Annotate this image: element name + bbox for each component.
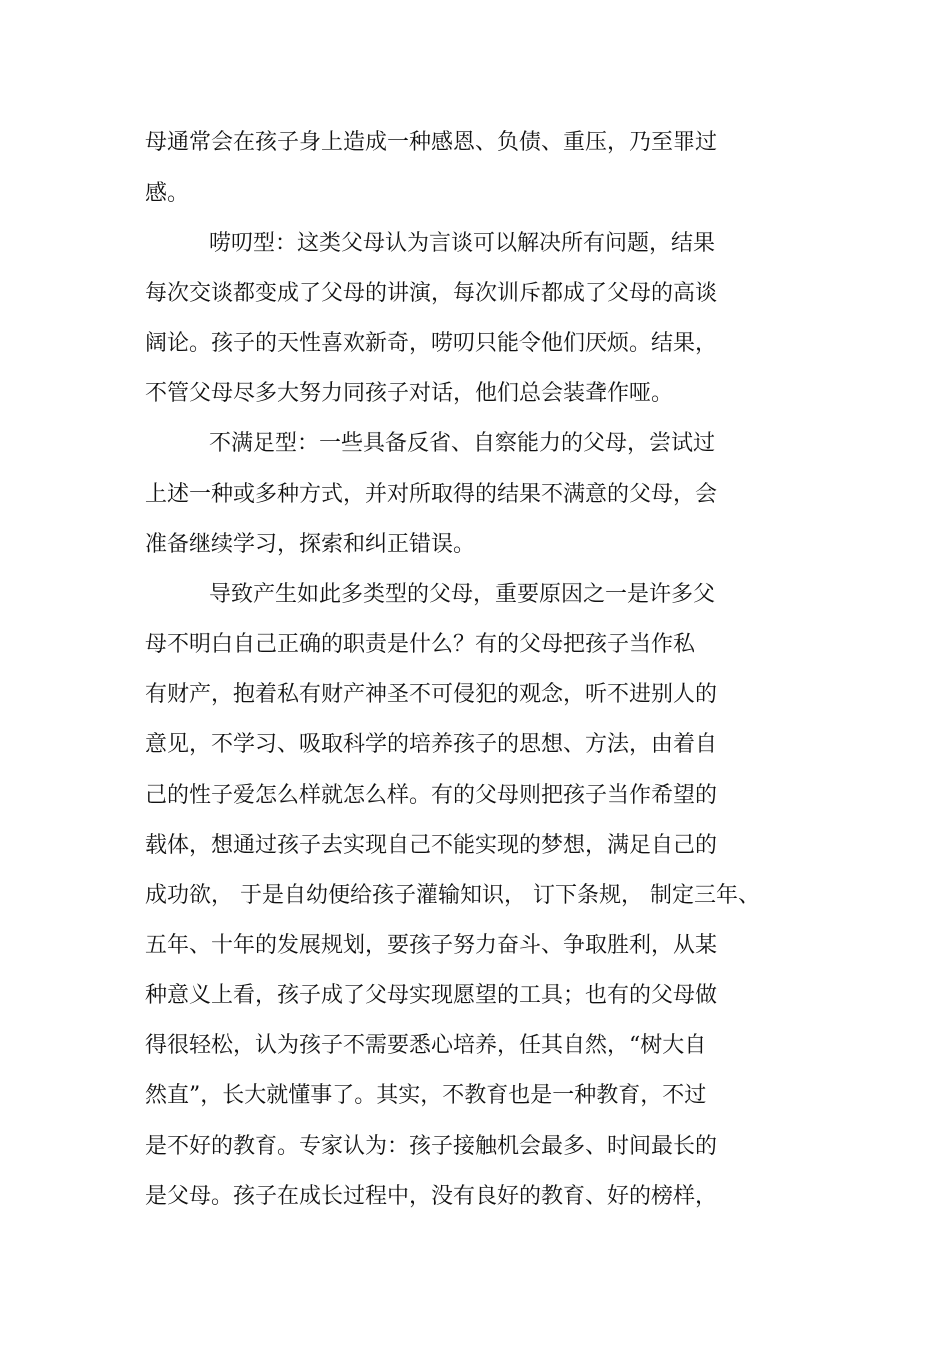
text-line: 载体，想通过孩子去实现自己不能实现的梦想，满足自己的 [145,833,718,858]
text-line: 得很轻松，认为孩子不需要悉心培养，任其自然，“树大自 [145,1033,707,1058]
text-line: 意见，不学习、吸取科学的培养孩子的思想、方法，由着自 [145,732,718,757]
text-line: 母通常会在孩子身上造成一种感恩、负债、重压，乃至罪过 [145,130,718,155]
paragraph-start-line: 导致产生如此多类型的父母，重要原因之一是许多父 [209,582,716,607]
text-line: 不管父母尽多大努力同孩子对话，他们总会装聋作哑。 [145,381,674,406]
text-line: 感。 [145,181,190,206]
text-line: 每次交谈都变成了父母的讲演，每次训斥都成了父母的高谈 [145,281,718,306]
text-line: 种意义上看，孩子成了父母实现愿望的工具；也有的父母做 [145,983,718,1008]
text-line: 母不明白自己正确的职责是什么？有的父母把孩子当作私 [145,632,696,657]
text-line: 己的性子爱怎么样就怎么样。有的父母则把孩子当作希望的 [145,783,718,808]
text-line: 是不好的教育。专家认为：孩子接触机会最多、时间最长的 [145,1134,718,1159]
paragraph-start-line: 不满足型：一些具备反省、自察能力的父母，尝试过 [209,431,716,456]
text-line: 准备继续学习，探索和纠正错误。 [145,532,476,557]
text-line: 阔论。孩子的天性喜欢新奇，唠叨只能令他们厌烦。结果， [145,331,718,356]
text-line: 上述一种或多种方式，并对所取得的结果不满意的父母，会 [145,482,718,507]
text-line: 是父母。孩子在成长过程中，没有良好的教育、好的榜样， [145,1184,718,1209]
paragraph-start-line: 唠叨型：这类父母认为言谈可以解决所有问题，结果 [209,231,716,256]
text-line: 有财产，抱着私有财产神圣不可侵犯的观念，听不进别人的 [145,682,718,707]
text-line: 五年、十年的发展规划，要孩子努力奋斗、争取胜利，从某 [145,933,718,958]
text-line: 成功欲， 于是自幼便给孩子灌输知识， 订下条规， 制定三年、 [145,883,760,908]
text-line: 然直”，长大就懂事了。其实，不教育也是一种教育，不过 [145,1083,707,1108]
